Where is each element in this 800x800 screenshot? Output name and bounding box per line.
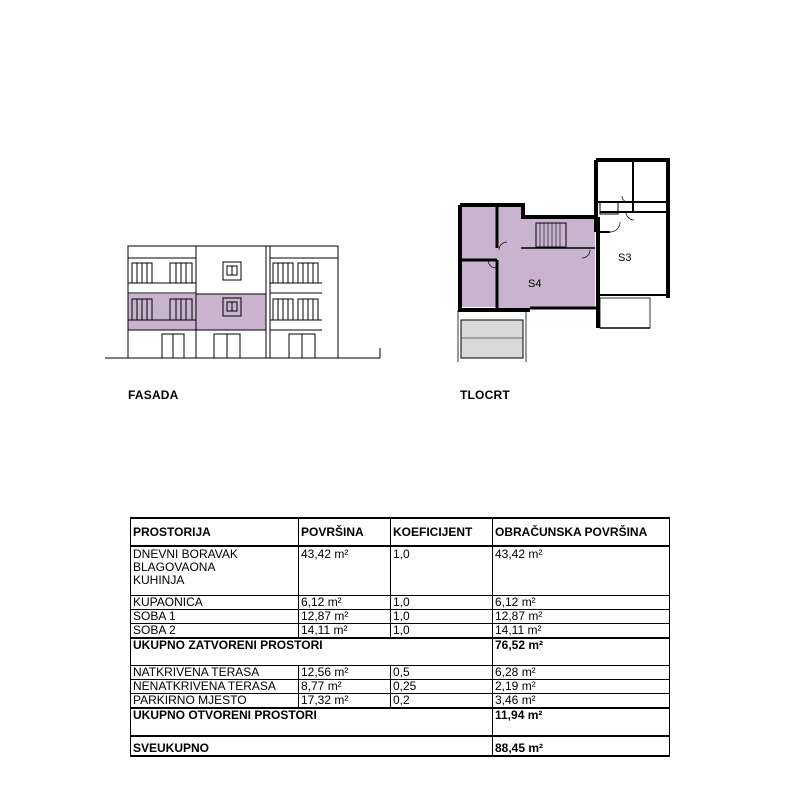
table-header-row xyxy=(131,518,670,546)
room-coef: 1,0 xyxy=(391,546,493,596)
room-coef: 0,25 xyxy=(391,680,493,694)
room-area: 12,56 m² xyxy=(299,666,391,680)
room-calc-area: 6,12 m² xyxy=(493,596,670,610)
table-row xyxy=(131,546,670,596)
room-calc-area: 14,11 m² xyxy=(493,624,670,639)
header-koeficijent: KOEFICIJENT xyxy=(391,518,493,546)
room-coef: 0,2 xyxy=(391,694,493,709)
open-total-label: UKUPNO OTVORENI PROSTORI xyxy=(131,708,493,736)
grand-total-value: 88,45 m² xyxy=(493,736,670,756)
grand-total-row xyxy=(131,736,670,756)
area-table xyxy=(130,517,670,757)
table-row xyxy=(131,680,670,694)
room-name: NATKRIVENA TERASA xyxy=(131,666,299,680)
room-area: 17,32 m² xyxy=(299,694,391,709)
room-coef: 0,5 xyxy=(391,666,493,680)
closed-total-row xyxy=(131,638,670,666)
plan-label-s4: S4 xyxy=(528,278,542,290)
plan-label-s3: S3 xyxy=(618,252,632,264)
room-name: SOBA 2 xyxy=(131,624,299,639)
table-row xyxy=(131,596,670,610)
table-row xyxy=(131,666,670,680)
facade-drawing xyxy=(100,236,390,366)
room-area: 6,12 m² xyxy=(299,596,391,610)
room-area: 14,11 m² xyxy=(299,624,391,639)
header-prostorija: PROSTORIJA xyxy=(131,518,299,546)
room-calc-area: 43,42 m² xyxy=(493,546,670,596)
closed-total-value: 76,52 m² xyxy=(493,638,670,666)
room-calc-area: 6,28 m² xyxy=(493,666,670,680)
room-name: DNEVNI BORAVAK BLAGOVAONA KUHINJA xyxy=(131,546,299,596)
room-calc-area: 12,87 m² xyxy=(493,610,670,624)
room-coef: 1,0 xyxy=(391,596,493,610)
room-name: NENATKRIVENA TERASA xyxy=(131,680,299,694)
caption-fasada: FASADA xyxy=(128,388,179,402)
header-povrsina: POVRŠINA xyxy=(299,518,391,546)
room-name: KUPAONICA xyxy=(131,596,299,610)
room-area: 43,42 m² xyxy=(299,546,391,596)
room-calc-area: 2,19 m² xyxy=(493,680,670,694)
floor-plan-drawing xyxy=(450,150,680,375)
header-obracunska-povrsina: OBRAČUNSKA POVRŠINA xyxy=(493,518,670,546)
table-row xyxy=(131,624,670,639)
room-calc-area: 3,46 m² xyxy=(493,694,670,709)
plan-terrace xyxy=(461,320,523,358)
open-total-row xyxy=(131,708,670,736)
closed-total-label: UKUPNO ZATVORENI PROSTORI xyxy=(131,638,493,666)
room-area: 8,77 m² xyxy=(299,680,391,694)
open-total-value: 11,94 m² xyxy=(493,708,670,736)
caption-tlocrt: TLOCRT xyxy=(460,388,510,402)
room-coef: 1,0 xyxy=(391,610,493,624)
table-row xyxy=(131,694,670,709)
room-name: PARKIRNO MJESTO xyxy=(131,694,299,709)
room-name: SOBA 1 xyxy=(131,610,299,624)
table-row xyxy=(131,610,670,624)
room-area: 12,87 m² xyxy=(299,610,391,624)
room-coef: 1,0 xyxy=(391,624,493,639)
grand-total-label: SVEUKUPNO xyxy=(131,736,493,756)
